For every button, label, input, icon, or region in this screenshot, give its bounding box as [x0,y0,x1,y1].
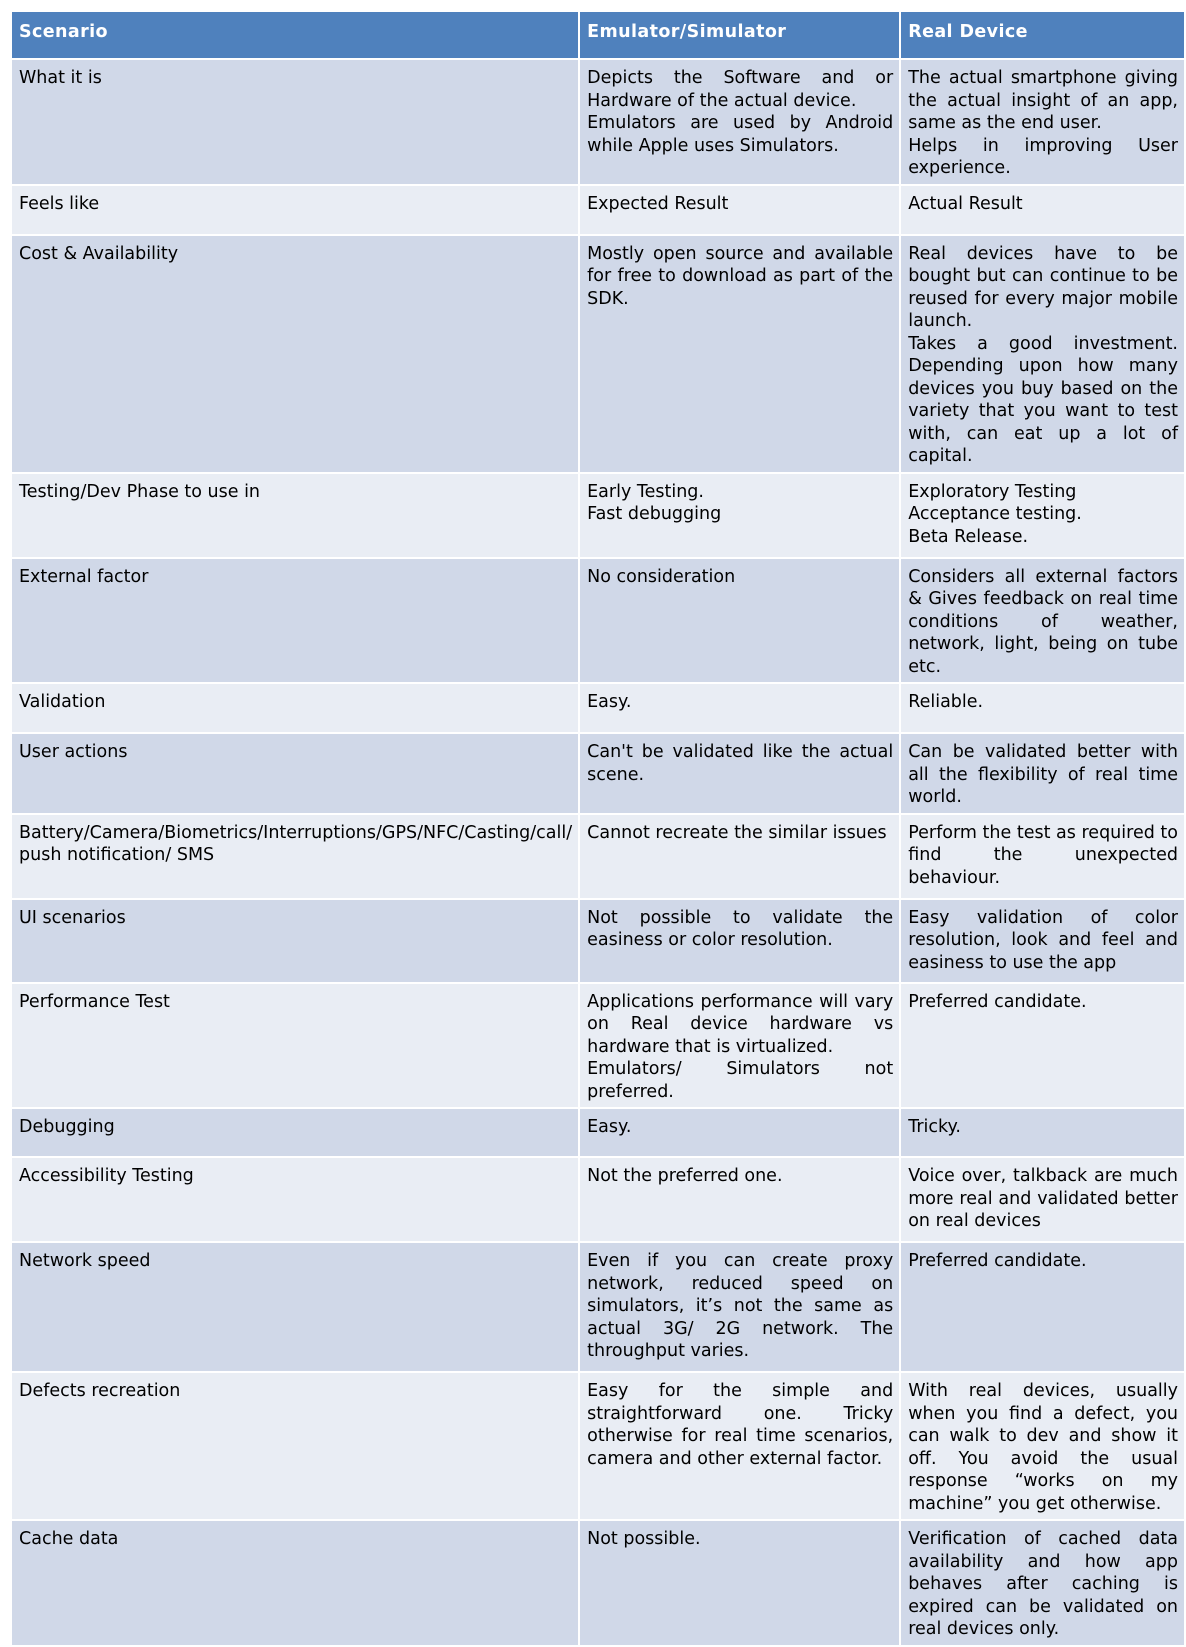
cell-text: Perform the test as required to find the unexpected behaviour. [908,822,1178,888]
cell-text: Applications performance will vary on Real device hardware vs hardware that is virtualized. [587,991,894,1057]
cell-text: Emulators are used by Android while Apple uses Simulators. [587,113,894,156]
cell-text: Network speed [19,1251,151,1271]
cell-text: Preferred candidate. [908,991,1087,1012]
cell-text: Easy for the simple and straightforward one. Tricky otherwise for real time scenarios, camera and other external factor. [587,1381,894,1469]
emulator-cell [579,1372,900,1520]
emulator-cell [579,473,900,558]
real-device-cell [900,814,1185,899]
cell-text: Debugging [19,1117,115,1137]
scenario-cell [11,983,579,1109]
real-device-cell [900,558,1185,684]
real-device-cell [900,59,1185,185]
real-device-cell [900,1108,1185,1157]
cell-text: Easy validation of color resolution, look and feel and easiness to use the app [908,907,1178,973]
cell-text: Depicts the Software and or Hardware of the actual device. [587,68,894,111]
header-scenario: Scenario [11,11,579,59]
table-row [11,683,1185,733]
emulator-cell [579,59,900,185]
table-row [11,814,1185,899]
cell-text: Cache data [19,1529,119,1549]
cell-text: Mostly open source and available for free to download as part of the SDK. [587,243,894,309]
cell-text: Emulators/ Simulators not preferred. [587,1059,894,1102]
cell-text: UI scenarios [19,907,126,928]
scenario-cell [11,899,579,983]
emulator-cell [579,814,900,899]
cell-text: Easy. [587,1117,632,1137]
cell-text: Cost & Availability [19,243,179,264]
table-row [11,185,1185,235]
real-device-cell [900,1242,1185,1372]
emulator-cell [579,1108,900,1157]
cell-text: Easy. [587,692,632,712]
real-device-cell [900,899,1185,983]
table-row [11,1242,1185,1372]
real-device-cell [900,185,1185,235]
cell-text: Fast debugging [587,504,722,524]
real-device-cell [900,1520,1185,1646]
cell-text: With real devices, usually when you find a defect, you can walk to dev and show it off. You avoid the usual response “works on my machine” you get otherwise. [908,1381,1178,1514]
cell-text: The actual smartphone giving the actual insight of an app, same as the end user. [908,68,1178,133]
table-row [11,473,1185,558]
comparison-table [10,10,1186,1647]
emulator-cell [579,185,900,235]
emulator-cell [579,983,900,1109]
header-real-device: Real Device [900,11,1185,59]
emulator-cell [579,899,900,983]
real-device-cell [900,235,1185,473]
table-body [11,59,1185,1646]
scenario-cell [11,1157,579,1242]
cell-text: Reliable. [908,692,984,712]
cell-text: Preferred candidate. [908,1251,1087,1271]
scenario-cell [11,1372,579,1520]
table-row [11,733,1185,814]
real-device-cell [900,983,1185,1109]
table-row [11,983,1185,1109]
cell-text: Feels like [19,193,100,214]
scenario-cell [11,558,579,684]
cell-text: External factor [19,566,149,587]
scenario-cell [11,683,579,733]
cell-text: Not the preferred one. [587,1166,783,1186]
cell-text: Exploratory Testing [908,481,1077,502]
cell-text: Helps in improving User experience. [908,135,1178,178]
real-device-cell [900,683,1185,733]
cell-text: Tricky. [908,1117,961,1137]
cell-text: Voice over, talkback are much more real and validated better on real devices [908,1166,1178,1231]
table-row [11,1157,1185,1242]
emulator-cell [579,1242,900,1372]
cell-text: Beta Release. [908,526,1029,547]
scenario-cell [11,1520,579,1646]
header-emulator-simulator: Emulator/Simulator [579,11,900,59]
cell-text: No consideration [587,566,736,587]
table-row [11,899,1185,983]
real-device-cell [900,1157,1185,1242]
cell-text: Early Testing. [587,481,704,502]
emulator-cell [579,683,900,733]
cell-text: Takes a good investment. Depending upon how many devices you buy based on the variety that you want to test with, can eat up a lot of capital. [908,333,1178,466]
emulator-cell [579,733,900,814]
cell-text: What it is [19,68,102,88]
cell-text: User actions [19,742,128,762]
cell-text: Accessibility Testing [19,1166,194,1186]
scenario-cell [11,1242,579,1372]
header-row [11,11,1185,59]
cell-text: Can't be validated like the actual scene. [587,742,894,785]
table-row [11,558,1185,684]
cell-text: Not possible. [587,1529,701,1549]
cell-text: Verification of cached data availability and how app behaves after caching is expired can be validated on real devices only. [908,1529,1178,1639]
cell-text: Real devices have to be bought but can continue to be reused for every major mobile launch. [908,243,1178,331]
cell-text: Expected Result [587,193,729,214]
cell-text: Not possible to validate the easiness or color resolution. [587,907,894,950]
emulator-cell [579,1157,900,1242]
cell-text: Cannot recreate the similar issues [587,822,887,843]
cell-text: Acceptance testing. [908,504,1082,524]
cell-text: Testing/Dev Phase to use in [19,481,261,502]
scenario-cell [11,59,579,185]
cell-text: Battery/Camera/Biometrics/Interruptions/GPS/NFC/Casting/call/ push notification/ SMS [19,822,573,865]
table-row [11,59,1185,185]
real-device-cell [900,733,1185,814]
cell-text: Considers all external factors & Gives feedback on real time conditions of weather, network, light, being on tube etc. [908,566,1178,677]
cell-text: Even if you can create proxy network, reduced speed on simulators, it’s not the same as actual 3G/ 2G network. The throughput varies. [587,1251,894,1361]
cell-text: Validation [19,692,106,712]
table-row [11,235,1185,473]
emulator-cell [579,558,900,684]
scenario-cell [11,235,579,473]
scenario-cell [11,814,579,899]
scenario-cell [11,185,579,235]
cell-text: Performance Test [19,991,170,1012]
real-device-cell [900,473,1185,558]
cell-text: Can be validated better with all the flexibility of real time world. [908,742,1178,807]
real-device-cell [900,1372,1185,1520]
cell-text: Actual Result [908,193,1023,214]
scenario-cell [11,1108,579,1157]
emulator-cell [579,235,900,473]
table-row [11,1520,1185,1646]
scenario-cell [11,733,579,814]
scenario-cell [11,473,579,558]
cell-text: Defects recreation [19,1381,181,1401]
table-row [11,1108,1185,1157]
table-row [11,1372,1185,1520]
emulator-cell [579,1520,900,1646]
